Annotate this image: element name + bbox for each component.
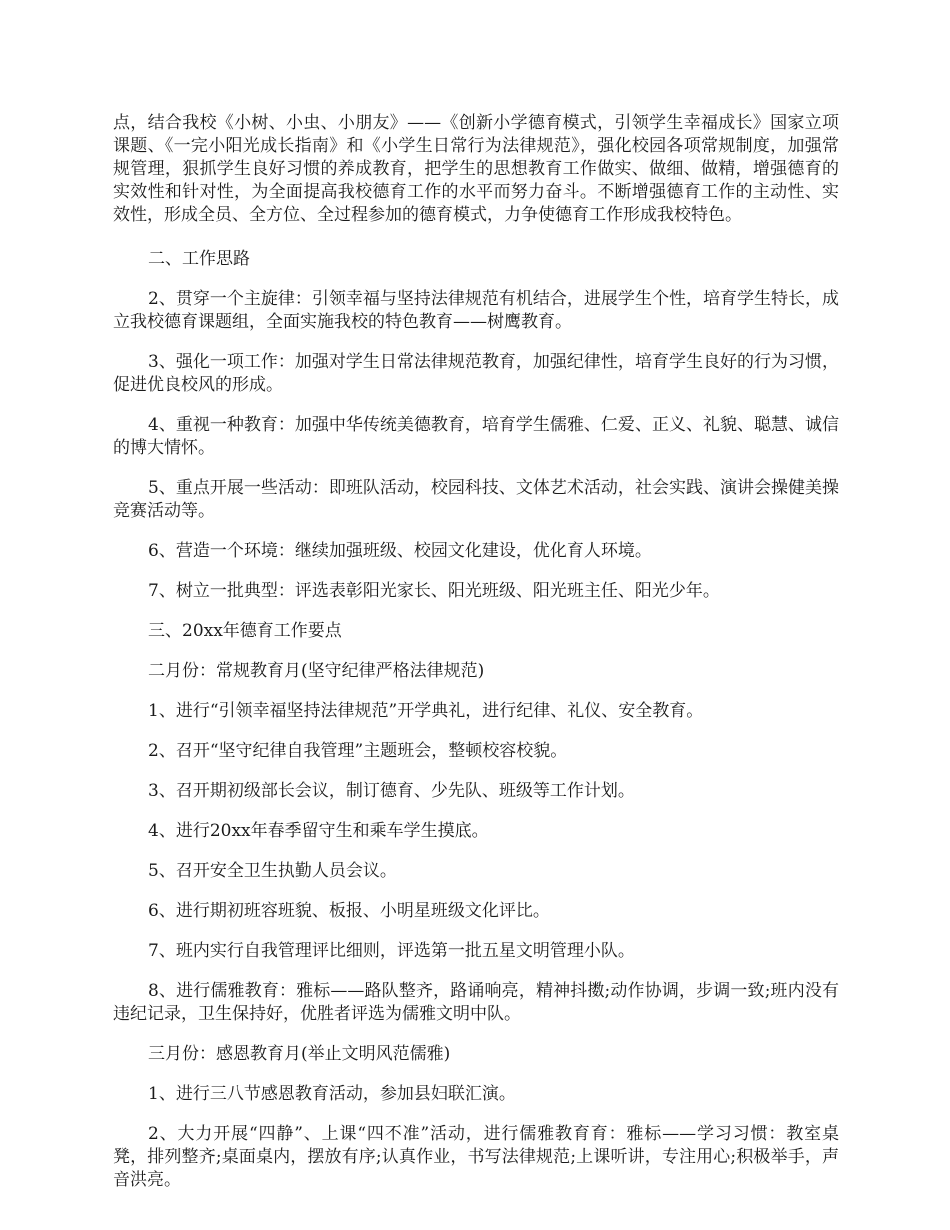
list-item: 5、召开安全卫生执勤人员会议。	[148, 861, 397, 881]
list-item: 6、营造一个环境：继续加强班级、校园文化建设，优化育人环境。	[148, 541, 652, 561]
section-heading-work-ideas: 二、工作思路	[148, 249, 250, 269]
list-item: 4、重视一种教育：加强中华传统美德教育，培育学生儒雅、仁爱、正义、礼貌、聪慧、诚信的博大情怀。	[113, 415, 839, 458]
list-item: 6、进行期初班容班貌、板报、小明星班级文化评比。	[148, 901, 550, 921]
section-heading-key-points: 三、20xx年德育工作要点	[148, 621, 342, 641]
list-item: 7、树立一批典型：评选表彰阳光家长、阳光班级、阳光班主任、阳光少年。	[148, 581, 720, 601]
month-heading-february: 二月份：常规教育月(坚守纪律严格法律规范)	[148, 661, 485, 681]
list-item: 2、大力开展“四静”、上课“四不准”活动，进行儒雅教育育：雅标——学习习惯：教室桌凳，排列整齐;桌面桌内，摆放有序;认真作业，书写法律规范;上课听讲，专注用心;积极举手，声音洪亮。	[113, 1124, 839, 1190]
list-item: 2、贯穿一个主旋律：引领幸福与坚持法律规范有机结合，进展学生个性，培育学生特长，成立我校德育课题组，全面实施我校的特色教育——树鹰教育。	[113, 289, 839, 332]
document-page	[113, 112, 839, 1209]
list-item: 1、进行三八节感恩教育活动，参加县妇联汇演。	[148, 1084, 516, 1104]
list-item: 3、强化一项工作：加强对学生日常法律规范教育，加强纪律性，培育学生良好的行为习惯，促进优良校风的形成。	[113, 352, 839, 395]
list-item: 5、重点开展一些活动：即班队活动，校园科技、文体艺术活动，社会实践、演讲会操健美操竞赛活动等。	[113, 478, 839, 521]
intro-paragraph: 点，结合我校《小树、小虫、小朋友》——《创新小学德育模式，引领学生幸福成长》国家立项课题、《一完小阳光成长指南》和《小学生日常行为法律规范》，强化校园各项常规制度，加强常规管理，狠抓学生良好习惯的养成教育，把学生的思想教育工作做实、做细、做精，增强德育的实效性和针对性，为全面提高我校德育工作的水平而努力奋斗。不断增强德育工作的主动性、实效性，形成全员、全方位、全过程参加的德育模式，力争使德育工作形成我校特色。	[113, 113, 839, 225]
list-item: 8、进行儒雅教育：雅标——路队整齐，路诵响亮，精神抖擞;动作协调，步调一致;班内没有违纪记录，卫生保持好，优胜者评选为儒雅文明中队。	[113, 981, 839, 1024]
list-item: 2、召开“坚守纪律自我管理”主题班会，整顿校容校貌。	[148, 741, 568, 761]
list-item: 3、召开期初级部长会议，制订德育、少先队、班级等工作计划。	[148, 781, 635, 801]
list-item: 1、进行“引领幸福坚持法律规范”开学典礼，进行纪律、礼仪、安全教育。	[148, 701, 704, 721]
month-heading-march: 三月份：感恩教育月(举止文明风范儒雅)	[148, 1044, 451, 1064]
list-item: 7、班内实行自我管理评比细则，评选第一批五星文明管理小队。	[148, 941, 635, 961]
list-item: 4、进行20xx年春季留守生和乘车学生摸底。	[148, 821, 489, 841]
